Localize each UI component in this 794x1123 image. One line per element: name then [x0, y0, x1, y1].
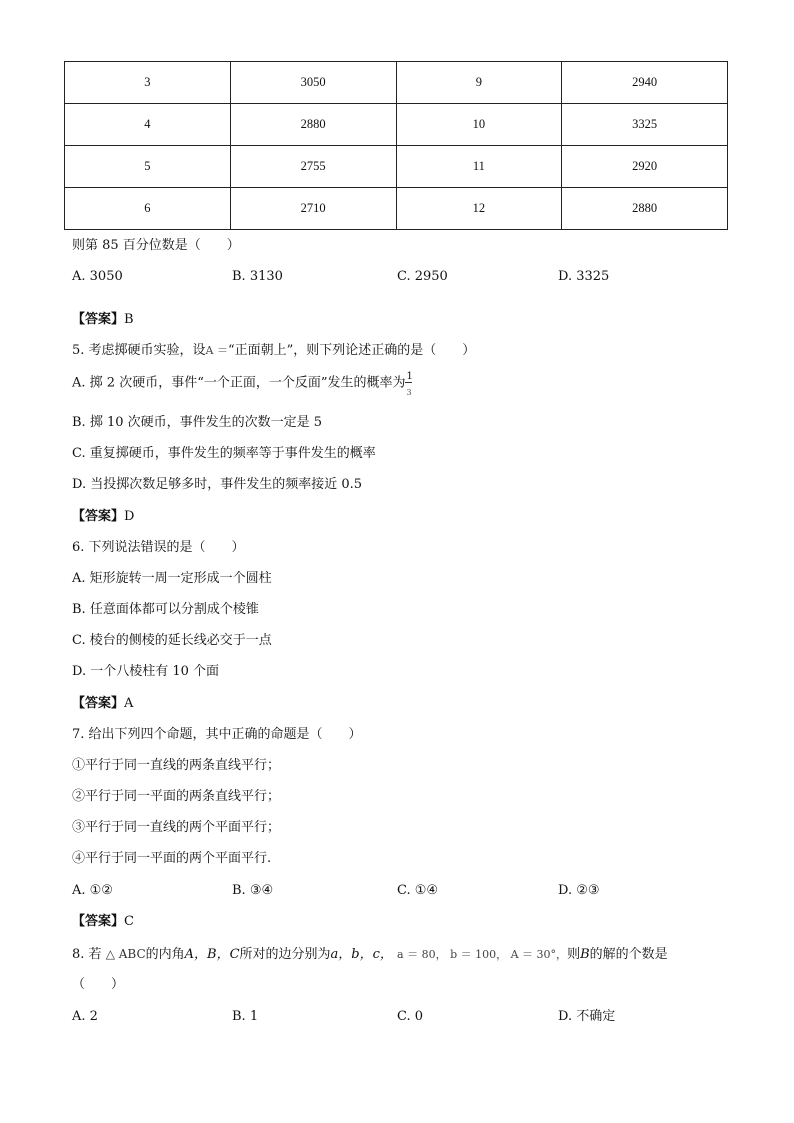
q7-proposition-1: ①平行于同一直线的两条直线平行；: [72, 758, 281, 773]
q8-number: 8. 若: [72, 947, 102, 962]
table-cell: 4: [65, 104, 231, 146]
q8-option-a: A. 2: [72, 1009, 98, 1024]
table-cell: 11: [396, 146, 562, 188]
q6-option-b: B. 任意面体都可以分割成个棱锥: [72, 602, 259, 617]
q8-text-3: 则: [567, 947, 581, 962]
q7-stem: 7. 给出下列四个命题，其中正确的命题是（ ）: [72, 727, 362, 742]
q7-option-b: B. ③④: [232, 883, 274, 898]
table-cell: 9: [396, 62, 562, 104]
q5-fraction: [405, 371, 413, 397]
q8-angles: A，B，C: [184, 947, 240, 962]
q4-stem: 则第 85 百分位数是（ ）: [72, 238, 240, 253]
q4-option-d: D. 3325: [558, 269, 610, 284]
q6-stem: 6. 下列说法错误的是（ ）: [72, 540, 245, 555]
table-cell: 2920: [562, 146, 728, 188]
q7-proposition-3: ③平行于同一直线的两个平面平行；: [72, 820, 281, 835]
q4-option-b: B. 3130: [232, 269, 283, 284]
q5-option-b: B. 掷 10 次硬币，事件发生的次数一定是 5: [72, 415, 323, 430]
answer-value: D: [124, 509, 135, 524]
q5-option-c: C. 重复掷硬币，事件发生的频率等于事件发生的概率: [72, 446, 376, 461]
table-cell: 12: [396, 188, 562, 230]
q7-option-c: C. ①④: [397, 883, 439, 898]
q7-answer: [72, 913, 134, 931]
table-cell: 5: [65, 146, 231, 188]
q4-answer: [72, 311, 134, 329]
answer-label: 【答案】: [72, 312, 125, 327]
q4-option-a: A. 3050: [72, 269, 123, 284]
q7-proposition-4: ④平行于同一平面的两个平面平行.: [72, 851, 272, 866]
q7-proposition-2: ②平行于同一平面的两条直线平行；: [72, 789, 281, 804]
q8-conditions: a ＝ 80， b ＝ 100， A ＝ 30°，: [397, 948, 568, 961]
q5-stem-before: 5. 考虑掷硬币实验，设: [72, 343, 206, 358]
q8-option-b: B. 1: [232, 1009, 259, 1024]
q5-stem-after: “正面朝上”，则下列论述正确的是（ ）: [228, 343, 476, 358]
table-cell: 2940: [562, 62, 728, 104]
q8-var-b: B: [580, 947, 590, 962]
q4-options: [72, 268, 732, 286]
q5-stem: [72, 342, 475, 360]
q5-option-d: D. 当投掷次数足够多时，事件发生的频率接近 0.5: [72, 477, 363, 492]
q8-option-c: C. 0: [397, 1009, 424, 1024]
table-cell: 2710: [230, 188, 396, 230]
table-cell: 2880: [562, 188, 728, 230]
table-row: [65, 62, 728, 104]
q8-options: [72, 1008, 732, 1026]
answer-label: 【答案】: [72, 696, 125, 711]
q7-option-a: A. ①②: [72, 883, 113, 898]
q8-paren: （ ）: [72, 977, 125, 992]
q8-triangle: △ ABC: [105, 947, 146, 961]
answer-value: C: [124, 914, 134, 929]
q6-option-c: C. 棱台的侧棱的延长线必交于一点: [72, 633, 272, 648]
q6-option-d: D. 一个八棱柱有 10 个面: [72, 664, 220, 679]
q6-answer: [72, 695, 133, 713]
table-cell: 3325: [562, 104, 728, 146]
table-row: [65, 104, 728, 146]
q8-stem: [72, 945, 668, 964]
q7-options: [72, 882, 732, 900]
q5-option-a-text: A. 掷 2 次硬币，事件“一个正面，一个反面”发生的概率为: [72, 375, 406, 391]
table-cell: 10: [396, 104, 562, 146]
q7-option-d: D. ②③: [558, 883, 600, 898]
answer-label: 【答案】: [72, 509, 125, 524]
q8-text-2: 所对的边分别为: [239, 947, 331, 962]
table-cell: 2755: [230, 146, 396, 188]
q8-option-d: D. 不确定: [558, 1009, 616, 1024]
table-cell: 6: [65, 188, 231, 230]
data-table: [64, 61, 728, 230]
answer-value: B: [124, 312, 134, 327]
table-row: [65, 146, 728, 188]
fraction-denominator: 3: [406, 388, 412, 397]
fraction-numerator: 1: [406, 371, 413, 382]
table-cell: 3050: [230, 62, 396, 104]
fraction-bar: [405, 382, 412, 383]
answer-value: A: [124, 696, 134, 711]
q5-stem-var: A ＝: [205, 344, 228, 357]
q5-answer: [72, 508, 134, 526]
table-row: [65, 188, 728, 230]
answer-label: 【答案】: [72, 914, 125, 929]
q8-text-4: 的解的个数是: [589, 947, 668, 962]
q8-text-1: 的内角: [145, 947, 185, 962]
q4-option-c: C. 2950: [397, 269, 448, 284]
q5-option-a: [72, 371, 413, 397]
q8-sides: a，b，c，: [330, 947, 393, 962]
table-cell: 3: [65, 62, 231, 104]
table-cell: 2880: [230, 104, 396, 146]
q6-option-a: A. 矩形旋转一周一定形成一个圆柱: [72, 571, 272, 586]
